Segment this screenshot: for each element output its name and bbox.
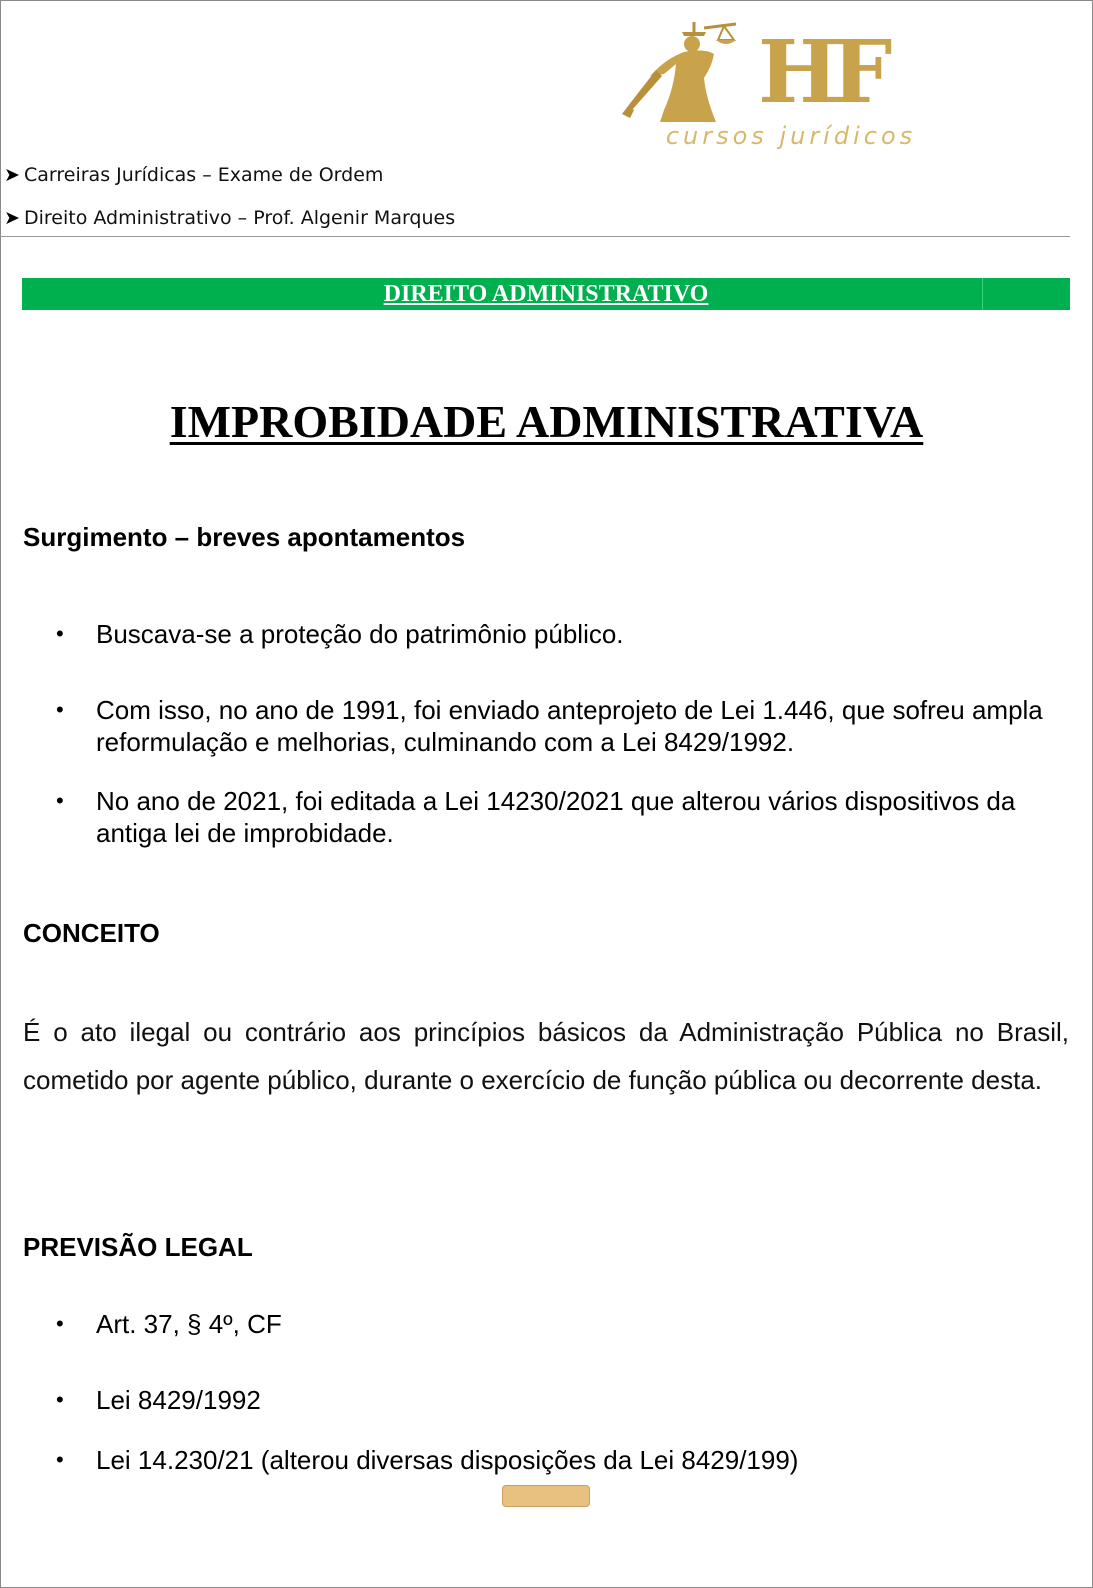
justice-figure-icon [620,18,750,123]
header-line-subject-text: Direito Administrativo – Prof. Algenir Marques [24,207,456,229]
header-line-course-text: Carreiras Jurídicas – Exame de Ordem [24,164,384,186]
banner-title: DIREITO ADMINISTRATIVO [383,281,709,307]
section-heading-surgimento: Surgimento – breves apontamentos [23,522,466,552]
list-item: • Art. 37, § 4º, CF [56,1308,1056,1340]
surgimento-list [56,618,1056,849]
list-item: • Lei 8429/1992 [56,1384,1056,1416]
banner-separator [982,278,983,310]
section-heading-conceito: CONCEITO [23,918,160,948]
page-title: IMPROBIDADE ADMINISTRATIVA [169,396,924,447]
previsao-list [56,1308,1056,1476]
arrow-bullet-icon: ➤ [4,164,20,186]
header-divider [0,236,1070,237]
list-item: • Buscava-se a proteção do patrimônio público. [56,618,1056,650]
page-tab[interactable] [502,1485,590,1507]
logo-monogram: HF [758,22,885,123]
concept-paragraph: É o ato ilegal ou contrário aos princípios básicos da Administração Pública no Brasil, cometido por agente público, durante o exercício de função pública ou decorrente desta. [23,1017,1069,1095]
subject-banner [22,278,1070,310]
list-item: • Com isso, no ano de 1991, foi enviado anteprojeto de Lei 1.446, que sofreu ampla reformulação e melhorias, culminando com a Lei 8429/1992. [56,694,1056,758]
header-line-subject [4,207,455,229]
logo-subtitle: cursos jurídicos [665,122,917,150]
list-item: • No ano de 2021, foi editada a Lei 14230/2021 que alterou vários dispositivos da antiga lei de improbidade. [56,785,1056,849]
header-line-course [4,164,383,186]
list-item: • Lei 14.230/21 (alterou diversas disposições da Lei 8429/199) [56,1444,1056,1476]
section-heading-previsao: PREVISÃO LEGAL [23,1232,253,1262]
logo [620,18,965,153]
arrow-bullet-icon: ➤ [4,207,20,229]
